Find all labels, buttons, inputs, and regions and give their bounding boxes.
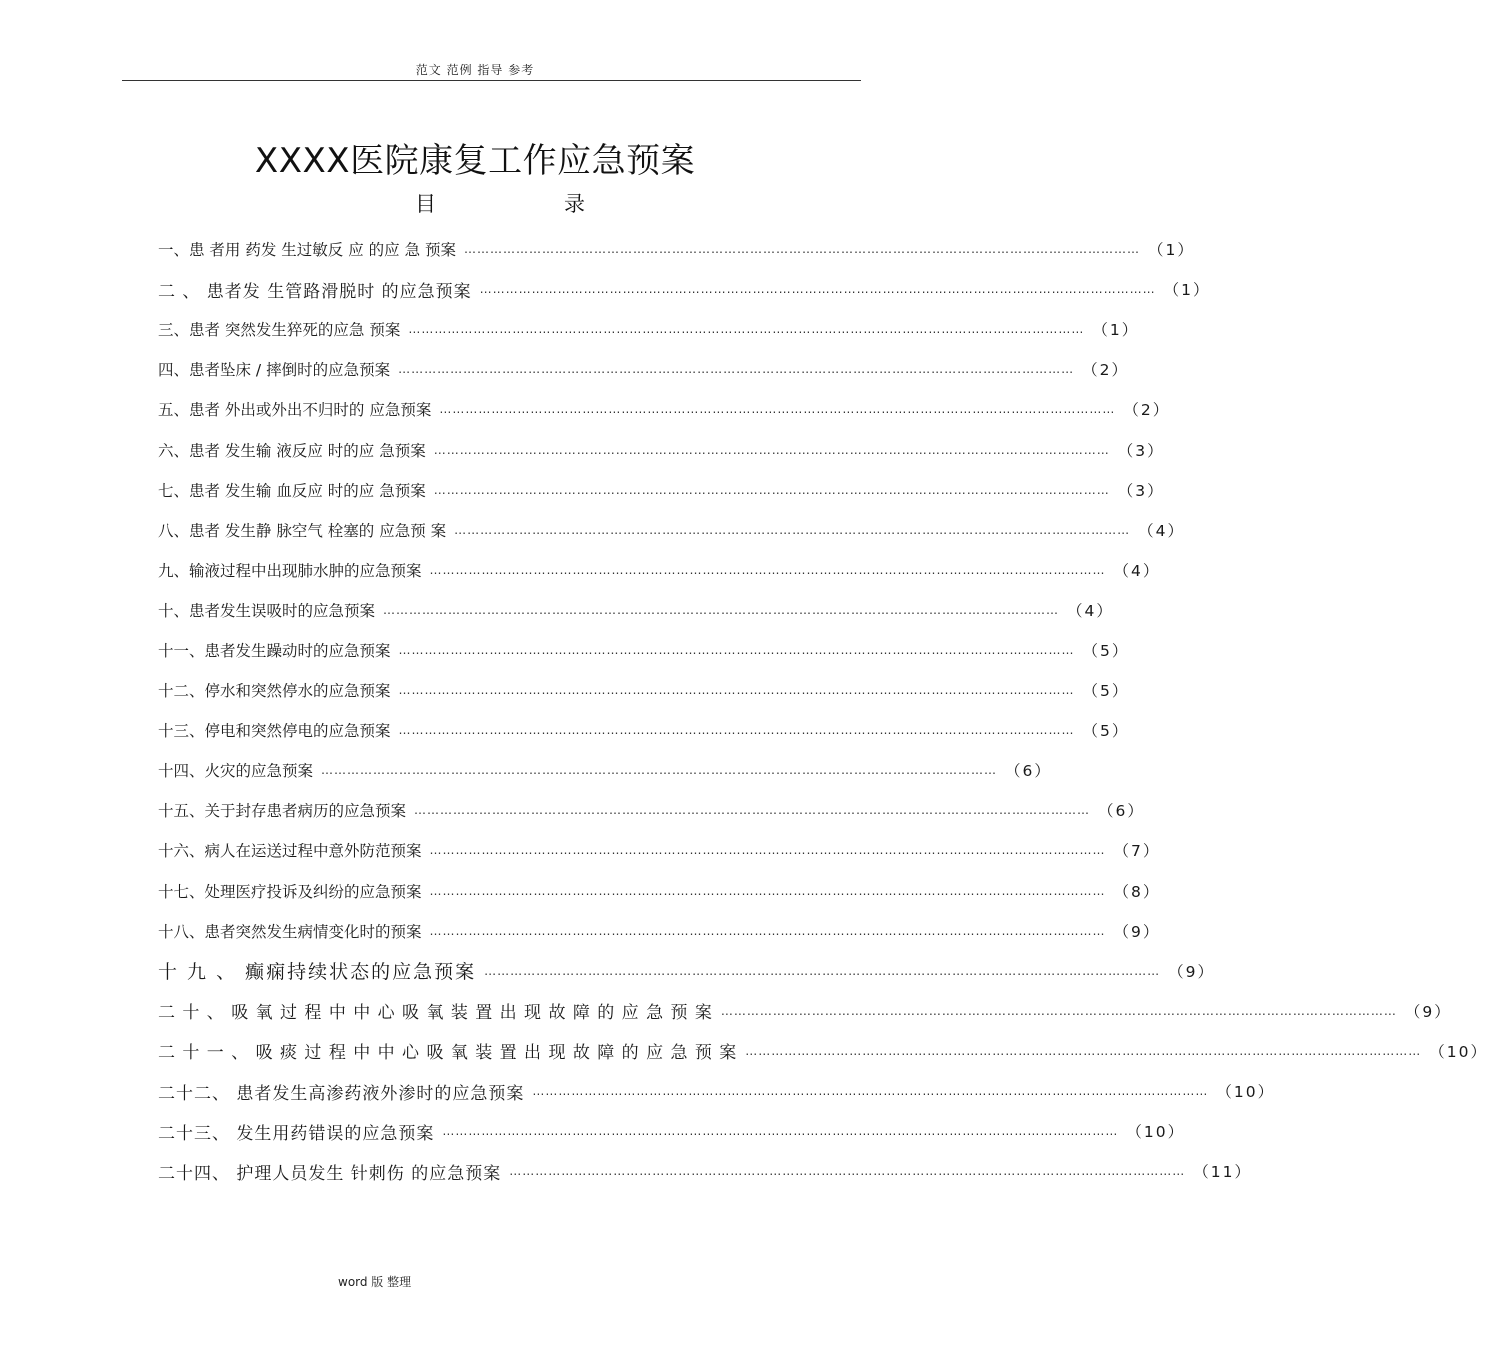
toc-entry-label: 十四、火灾的应急预案 [158, 762, 314, 781]
toc-entry [158, 750, 1052, 790]
header-divider [122, 80, 861, 81]
toc-entry [158, 670, 1130, 710]
toc-leader-dots [321, 763, 997, 777]
toc-entry-label: 六、患者 发生输 液反应 时的应 急预案 [158, 441, 426, 460]
toc-entry [158, 991, 1452, 1031]
toc-leader-dots [442, 1124, 1118, 1138]
toc-entry-page: （9） [1404, 1002, 1452, 1021]
toc-entry-label: 七、患者 发生输 血反应 时的应 急预案 [158, 481, 426, 500]
toc-entry-page: （2） [1082, 361, 1129, 380]
toc-entry [158, 951, 1215, 991]
toc-entry [158, 911, 1161, 951]
toc-entry-label: 三、患者 突然发生猝死的应急 预案 [158, 321, 401, 340]
toc-entry-page: （10） [1216, 1083, 1276, 1102]
toc-entry [158, 229, 1195, 269]
toc-leader-dots [454, 523, 1130, 537]
toc-entry-label: 十二、停水和突然停水的应急预案 [158, 682, 391, 701]
toc-entry-label: 十六、病人在运送过程中意外防范预案 [158, 842, 422, 861]
toc-leader-dots [434, 483, 1110, 497]
toc-entry-label: 十八、患者突然发生病情变化时的预案 [158, 922, 422, 941]
toc-entry-page: （11） [1193, 1163, 1252, 1182]
toc-entry-page: （10） [1429, 1042, 1488, 1061]
toc-entry-page: （1） [1092, 321, 1140, 340]
toc-entry [158, 871, 1161, 911]
toc-entry-page: （3） [1117, 481, 1165, 500]
toc-entry-page: （5） [1082, 641, 1130, 660]
toc-leader-dots [399, 723, 1075, 737]
toc-entry-page: （6） [1005, 762, 1052, 781]
toc-entry [158, 1151, 1252, 1191]
toc-entry-label: 十、患者发生误吸时的应急预案 [158, 601, 376, 620]
toc-entry-label: 二 十 、 吸 氧 过 程 中 中 心 吸 氧 装 置 出 现 故 障 的 应 急 预 案 [158, 1003, 713, 1024]
toc-entry-label: 二十三、 发生用药错误的应急预案 [158, 1123, 435, 1144]
toc-entry [158, 389, 1171, 429]
toc-entry-page: （9） [1168, 962, 1215, 981]
toc-entry-page: （1） [1148, 241, 1195, 260]
toc-leader-dots [480, 282, 1156, 296]
toc-entry-label: 二十四、 护理人员发生 针刺伤 的应急预案 [158, 1163, 502, 1184]
toc-entry [158, 710, 1130, 750]
toc-entry [158, 470, 1165, 510]
toc-leader-dots [399, 643, 1075, 657]
toc-entry [158, 510, 1186, 550]
document-title: XXXX医院康复工作应急预案 [254, 141, 696, 181]
toc-entry [158, 1031, 1488, 1071]
toc-heading [415, 188, 585, 218]
toc-leader-dots [430, 843, 1106, 857]
toc-entry-label: 二十二、 患者发生高渗药液外渗时的应急预案 [158, 1083, 525, 1104]
toc-entry-label: 十一、患者发生躁动时的应急预案 [158, 641, 391, 660]
toc-heading-left: 目 [415, 192, 436, 216]
toc-entry-page: （4） [1138, 521, 1186, 540]
toc-entry [158, 790, 1145, 830]
toc-entry-label: 二 十 一 、 吸 痰 过 程 中 中 心 吸 氧 装 置 出 现 故 障 的 应 急 预 案 [158, 1043, 738, 1064]
toc-entry-page: （1） [1163, 281, 1211, 300]
toc-entry-label: 十七、处理医疗投诉及纠纷的应急预案 [158, 882, 422, 901]
toc-entry-label: 八、患者 发生静 脉空气 栓塞的 应急预 案 [158, 521, 447, 540]
toc-leader-dots [430, 563, 1106, 577]
page-header: 范文 范例 指导 参考 [415, 63, 535, 77]
toc-entry [158, 830, 1161, 870]
toc-entry-page: （10） [1126, 1123, 1186, 1142]
toc-entry-page: （8） [1113, 882, 1161, 901]
toc-entry [158, 550, 1161, 590]
toc-entry [158, 309, 1140, 349]
toc-leader-dots [745, 1044, 1421, 1058]
toc-leader-dots [398, 362, 1074, 376]
toc-entry [158, 1111, 1186, 1151]
toc-entry-label: 十五、关于封存患者病历的应急预案 [158, 802, 407, 821]
toc-leader-dots [399, 683, 1075, 697]
page-footer: word 版 整理 [338, 1275, 412, 1289]
toc-entry-page: （9） [1113, 922, 1161, 941]
toc-leader-dots [430, 924, 1106, 938]
toc-leader-dots [430, 884, 1106, 898]
toc-entry [158, 349, 1129, 389]
toc-leader-dots [414, 803, 1090, 817]
toc-heading-right: 录 [564, 192, 585, 216]
toc-entry [158, 269, 1211, 309]
toc-leader-dots [434, 443, 1110, 457]
toc-entry-page: （5） [1082, 722, 1130, 741]
toc-entry-page: （3） [1117, 441, 1165, 460]
toc-entry-page: （7） [1113, 842, 1161, 861]
toc-leader-dots [509, 1164, 1185, 1178]
toc-entry-label: 一、患 者用 药发 生过敏反 应 的应 急 预案 [158, 241, 456, 260]
toc-entry-label: 十三、停电和突然停电的应急预案 [158, 722, 391, 741]
toc-leader-dots [484, 964, 1160, 978]
toc-entry-page: （5） [1082, 682, 1130, 701]
toc-entry-label: 四、患者坠床 / 摔倒时的应急预案 [158, 361, 391, 380]
toc-entry [158, 630, 1130, 670]
toc-leader-dots [439, 402, 1115, 416]
toc-leader-dots [383, 603, 1059, 617]
toc-leader-dots [464, 242, 1140, 256]
toc-entry [158, 429, 1165, 469]
toc-leader-dots [532, 1084, 1208, 1098]
toc-entry [158, 590, 1114, 630]
toc-entry-label: 五、患者 外出或外出不归时的 应急预案 [158, 401, 432, 420]
toc-entry-page: （4） [1067, 601, 1114, 620]
table-of-contents [158, 229, 1488, 1191]
toc-entry-label: 九、输液过程中出现肺水肿的应急预案 [158, 561, 422, 580]
toc-entry-page: （2） [1123, 401, 1171, 420]
toc-entry [158, 1071, 1276, 1111]
toc-entry-label: 十 九 、 癫痫持续状态的应急预案 [158, 961, 477, 984]
toc-leader-dots [721, 1004, 1397, 1018]
toc-entry-page: （4） [1113, 561, 1161, 580]
toc-entry-label: 二 、 患者发 生管路滑脱时 的应急预案 [158, 281, 472, 302]
toc-leader-dots [408, 322, 1084, 336]
toc-entry-page: （6） [1098, 802, 1145, 821]
